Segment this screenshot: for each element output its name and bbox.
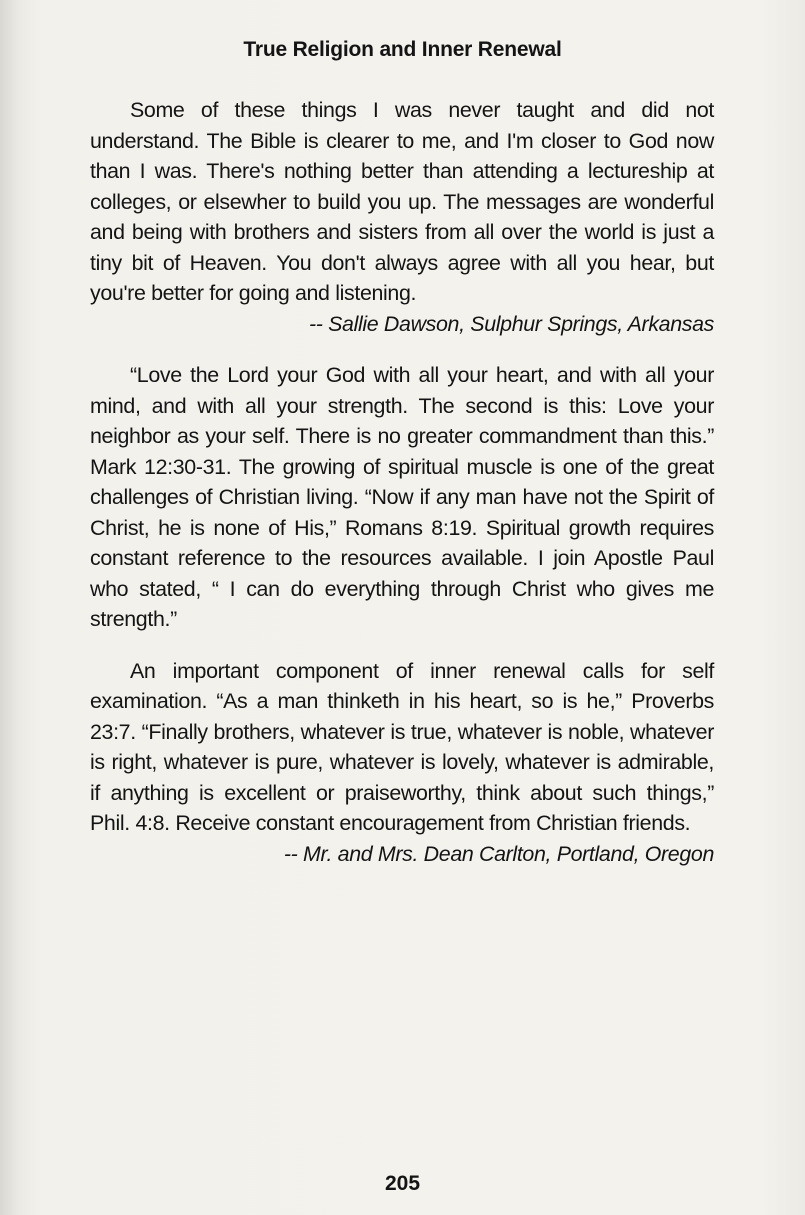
page-body [90,95,714,869]
paragraph-3: An important component of inner renewal calls for self examination. “As a man thinketh in his heart, so is he,” Proverbs 23:7. “Finally brothers, whatever is true, whatever is noble, whatever is right, whatever is pure, whatever is lovely, whatever is admirable, if anything is excellent or praiseworthy, think about such things,” Phil. 4:8. Receive constant encouragement from Christian friends. [90,658,714,835]
page-number: 205 [384,1172,421,1195]
paragraph-1: Some of these things I was never taught and did not understand. The Bible is clearer to me, and I'm closer to God now than I was. There's nothing better than attending a lectureship at colleges, or elsewher to build you up. The messages are wonderful and being with brothers and sisters from all over the world is just a tiny bit of Heaven. You don't always agree with all you hear, but you're better for going and listening. [90,98,714,305]
attribution-1: -- Sallie Dawson, Sulphur Springs, Arkansas [308,311,714,336]
page-heading: True Religion and Inner Renewal [243,38,562,61]
attribution-2: -- Mr. and Mrs. Dean Carlton, Portland, Oregon [283,841,714,866]
paragraph-2: “Love the Lord your God with all your heart, and with all your mind, and with all your strength. The second is this: Love your neighbor as your self. There is no greater commandment than this.” Mark 12:30-31. The growing of spiritual muscle is one of the great challenges of Christian living. “Now if any man have not the Spirit of Christ, he is none of His,” Romans 8:19. Spiritual growth requires constant reference to the resources available. I join Apostle Paul who stated, “ I can do everything through Christ who gives me strength.” [90,363,714,631]
